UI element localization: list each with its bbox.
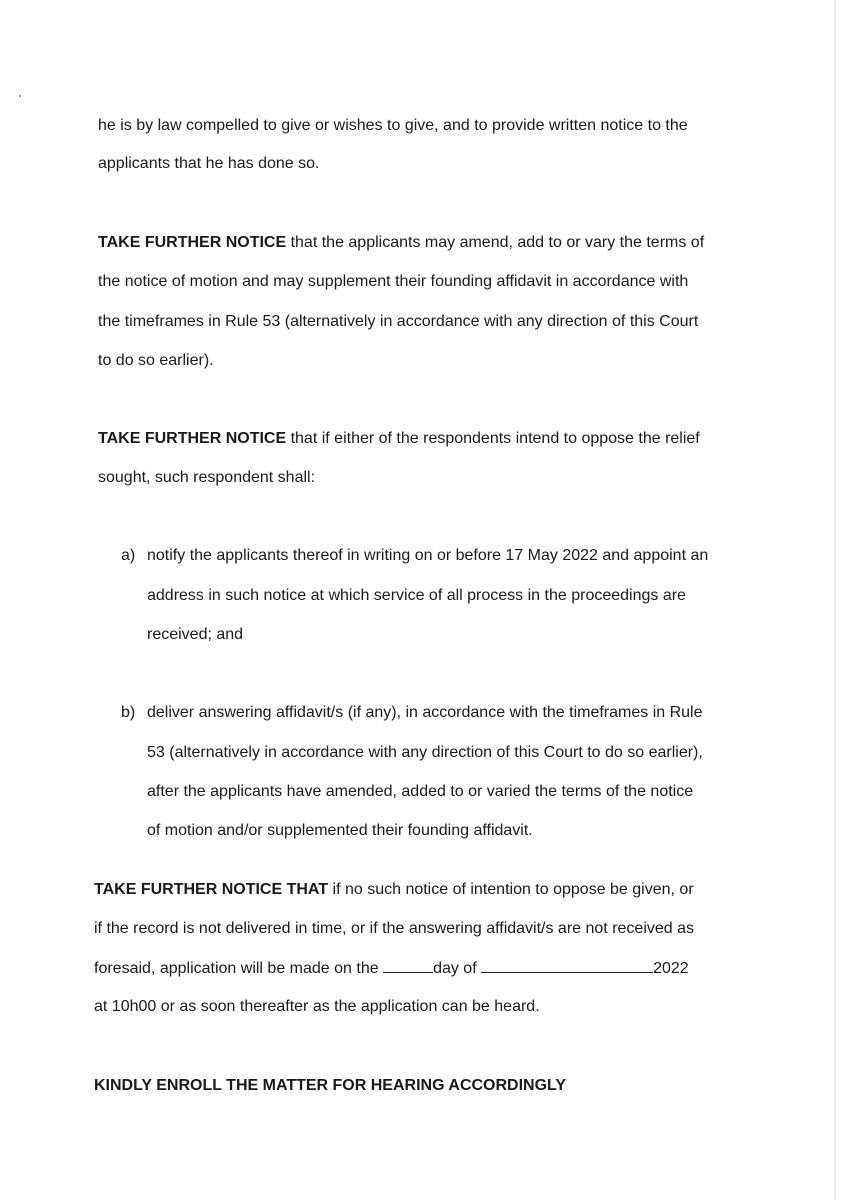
para2-line2: the notice of motion and may supplement their founding affidavit in accordance with [98,273,689,290]
para2-line3: the timeframes in Rule 53 (alternatively in accordance with any direction of this Court [98,313,699,330]
para2-line1 [98,233,704,253]
closing-line: KINDLY ENROLL THE MATTER FOR HEARING ACCORDINGLY [94,1077,567,1094]
para4-line3 [94,958,689,979]
para4-line3-part3: 2022 [653,960,689,977]
item-a-line3: received; and [147,626,244,643]
para4-lead: TAKE FURTHER NOTICE THAT [94,881,329,898]
para1-line2: applicants that he has done so. [98,155,320,172]
item-b-line3: after the applicants have amended, added to or varied the terms of the notice [147,783,694,800]
para2-line4: to do so earlier). [98,352,214,369]
para3-line2: sought, such respondent shall: [98,469,316,486]
item-a-marker: a) [121,547,136,564]
scan-speck [19,95,21,97]
day-blank [383,958,433,973]
item-a-line1: notify the applicants thereof in writing on or before 17 May 2022 and appoint an [147,547,709,564]
para4-line1 [94,880,694,900]
para2-line1-rest: that the applicants may amend, add to or vary the terms of [286,234,705,251]
para4-line2: if the record is not delivered in time, or if the answering affidavit/s are not received as [94,920,695,937]
para4-line4: at 10h00 or as soon thereafter as the application can be heard. [94,998,540,1015]
para4-line3-part2: day of [433,960,482,977]
item-b-marker: b) [121,704,136,721]
page-edge [834,0,836,1200]
para3-line1 [98,429,700,449]
para3-lead: TAKE FURTHER NOTICE [98,430,287,447]
para4-line3-part1: foresaid, application will be made on the [94,960,384,977]
item-b-line2: 53 (alternatively in accordance with any direction of this Court to do so earlier), [147,744,703,761]
para1-line1: he is by law compelled to give or wishes to give, and to provide written notice to the [98,117,688,134]
item-a-line2: address in such notice at which service of all process in the proceedings are [147,587,686,604]
item-b-line4: of motion and/or supplemented their founding affidavit. [147,822,533,839]
month-blank [481,958,653,973]
para4-line1-rest: if no such notice of intention to oppose be given, or [328,881,694,898]
para3-line1-rest: that if either of the respondents intend to oppose the relief [286,430,700,447]
para2-lead: TAKE FURTHER NOTICE [98,234,287,251]
item-b-line1: deliver answering affidavit/s (if any), in accordance with the timeframes in Rule [147,704,703,721]
